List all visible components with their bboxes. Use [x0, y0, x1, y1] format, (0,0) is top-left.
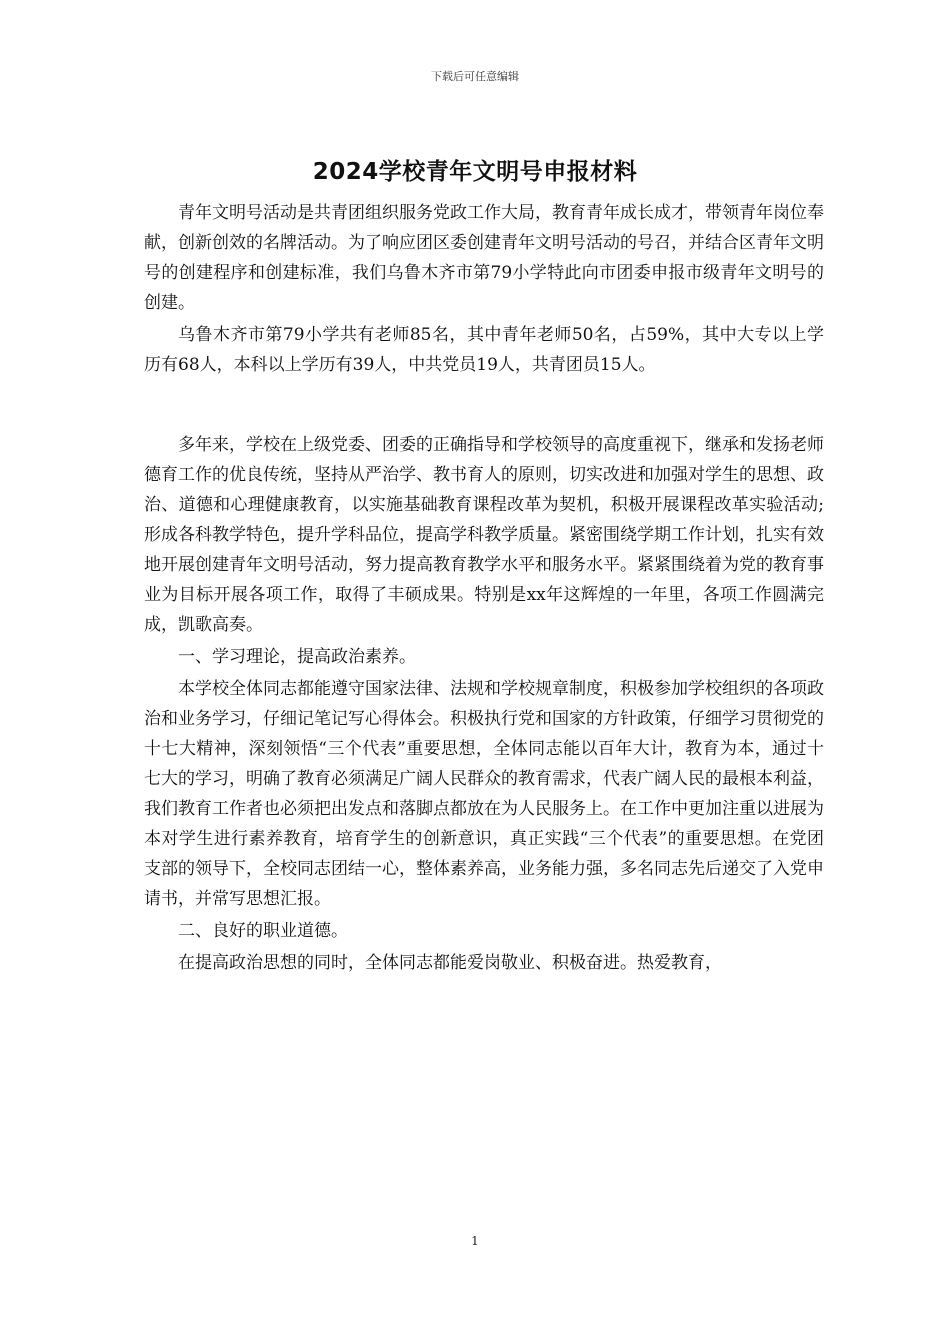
paragraph-achievements: 多年来，学校在上级党委、团委的正确指导和学校领导的高度重视下，继承和发扬老师德育工作的优良传统，坚持从严治学、教书育人的原则，切实改进和加强对学生的思想、政治、道德和心理健康教育，以实施基础教育课程改革为契机，积极开展课程改革实验活动;形成各科教学特色，提升学科品位，提高学科教学质量。紧密围绕学期工作计划，扎实有效地开展创建青年文明号活动，努力提高教育教学水平和服务水平。紧紧围绕着为党的教育事业为目标开展各项工作，取得了丰硕成果。特别是xx年这辉煌的一年里，各项工作圆满完成，凯歌高奏。: [144, 435, 824, 635]
paragraph-staff-stats: 乌鲁木齐市第79小学共有老师85名，其中青年老师50名，占59%，其中大专以上学历有68人，本科以上学历有39人，中共党员19人，共青团员15人。: [144, 325, 824, 375]
document-body: [144, 198, 824, 980]
section-heading-2: 二、良好的职业道德。: [178, 921, 348, 941]
header-note: 下载后可任意编辑: [431, 70, 519, 83]
page-number: 1: [471, 1234, 479, 1248]
paragraph-intro: 青年文明号活动是共青团组织服务党政工作大局，教育青年成长成才，带领青年岗位奉献，创新创效的名牌活动。为了响应团区委创建青年文明号活动的号召，并结合区青年文明号的创建程序和创建标准，我们乌鲁木齐市第79小学特此向市团委申报市级青年文明号的创建。: [144, 203, 824, 313]
section-heading-1: 一、学习理论，提高政治素养。: [178, 647, 416, 667]
document-title: 2024学校青年文明号申报材料: [312, 159, 638, 185]
paragraph-professional-ethics: 在提高政治思想的同时，全体同志都能爱岗敬业、积极奋进。热爱教育，: [178, 953, 722, 973]
paragraph-political-study: 本学校全体同志都能遵守国家法律、法规和学校规章制度，积极参加学校组织的各项政治和业务学习，仔细记笔记写心得体会。积极执行党和国家的方针政策，仔细学习贯彻党的十七大精神，深刻领悟“三个代表”重要思想，全体同志能以百年大计，教育为本，通过十七大的学习，明确了教育必须满足广阔人民群众的教育需求，代表广阔人民的最根本利益，我们教育工作者也必须把出发点和落脚点都放在为人民服务上。在工作中更加注重以进展为本对学生进行素养教育，培育学生的创新意识，真正实践“三个代表”的重要思想。在党团支部的领导下，全校同志团结一心，整体素养高，业务能力强，多名同志先后递交了入党申请书，并常写思想汇报。: [144, 679, 824, 909]
